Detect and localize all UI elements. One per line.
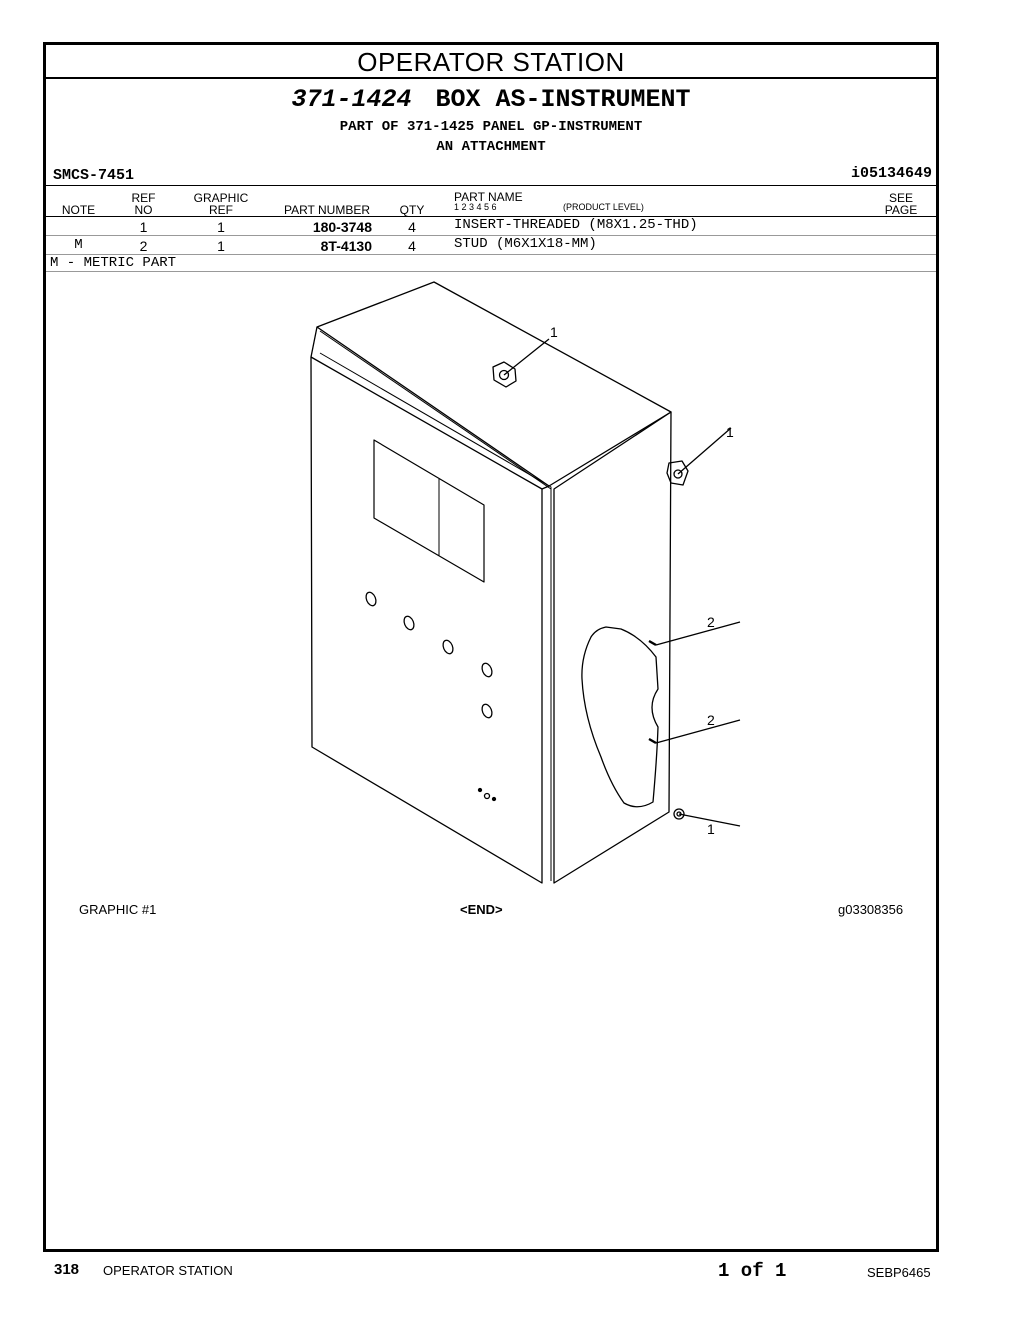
panel-hole [402,615,416,631]
col-ref-bottom: NO [134,203,153,217]
page-frame [43,42,939,1252]
graphic-id: g03308356 [838,902,904,917]
footnote-divider [46,271,936,272]
display-window [374,440,484,582]
mounting-bracket [582,627,658,807]
attachment-line: AN ATTACHMENT [436,139,546,155]
box-front-door [311,357,542,883]
illustration-id: i05134649 [850,165,932,182]
row-graphic-ref: 1 [217,219,225,235]
section-title-band [46,45,936,79]
table-top-rule [46,185,936,186]
stud [649,739,656,743]
part-of-line: PART OF 371-1425 PANEL GP-INSTRUMENT [339,119,643,135]
col-see-bottom: PAGE [884,203,918,217]
part-heading [46,85,936,114]
panel-hole [480,703,494,719]
row-note: M [74,237,83,253]
callout-label: 2 [707,614,715,630]
callout-leader [656,720,740,743]
col-note: NOTE [61,203,96,217]
metric-footnote: M - METRIC PART [50,255,177,271]
row-divider [46,254,936,255]
col-qty: QTY [399,203,425,217]
callout-label: 1 [726,424,734,440]
row-part-name: STUD (M6X1X18-MM) [454,236,597,252]
panel-hole [364,591,378,607]
heading-part-number: 371-1424 [291,85,412,114]
row-ref-no: 2 [139,238,148,254]
callout-label: 2 [707,712,715,728]
box-side-face [554,412,671,883]
section-title: OPERATOR STATION [357,47,625,77]
footer-section: OPERATOR STATION [103,1263,233,1278]
callout-label: 1 [550,324,558,340]
graphic-caption: GRAPHIC #1 [79,902,157,917]
col-graphic-bottom: REF [209,203,233,217]
stud [649,641,656,645]
page-number: 318 [54,1261,80,1278]
end-marker: <END> [460,902,503,917]
heading-part-name: BOX AS-INSTRUMENT [435,85,691,114]
panel-hole [480,662,494,678]
callout-leader [678,428,731,474]
col-see-top: SEE [888,191,913,205]
row-qty: 4 [408,238,416,254]
document-id: SEBP6465 [867,1265,931,1280]
panel-hole [441,639,455,655]
row-part-number: 180-3748 [312,219,372,235]
col-part-number: PART NUMBER [283,203,370,217]
callout-leader [656,622,740,645]
row-part-name: INSERT-THREADED (M8X1.25-THD) [454,217,698,233]
callout-label: 1 [707,821,715,837]
col-product-level-digits: 1 2 3 4 5 6 [454,202,497,212]
panel-small-hole [485,794,490,799]
page-of: 1 of 1 [718,1260,787,1282]
box-top-face [317,282,671,486]
col-ref-top: REF [131,191,156,205]
col-product-level-label: (PRODUCT LEVEL) [563,202,644,212]
col-part-name: PART NAME [454,190,523,204]
row-part-number: 8T-4130 [320,238,372,254]
callout-leader [504,339,549,375]
parts-drawing [306,277,746,897]
row-ref-no: 1 [139,219,148,235]
row-qty: 4 [408,219,416,235]
col-graphic-top: GRAPHIC [193,191,249,205]
row-graphic-ref: 1 [217,238,225,254]
smcs-code: SMCS-7451 [53,167,135,184]
